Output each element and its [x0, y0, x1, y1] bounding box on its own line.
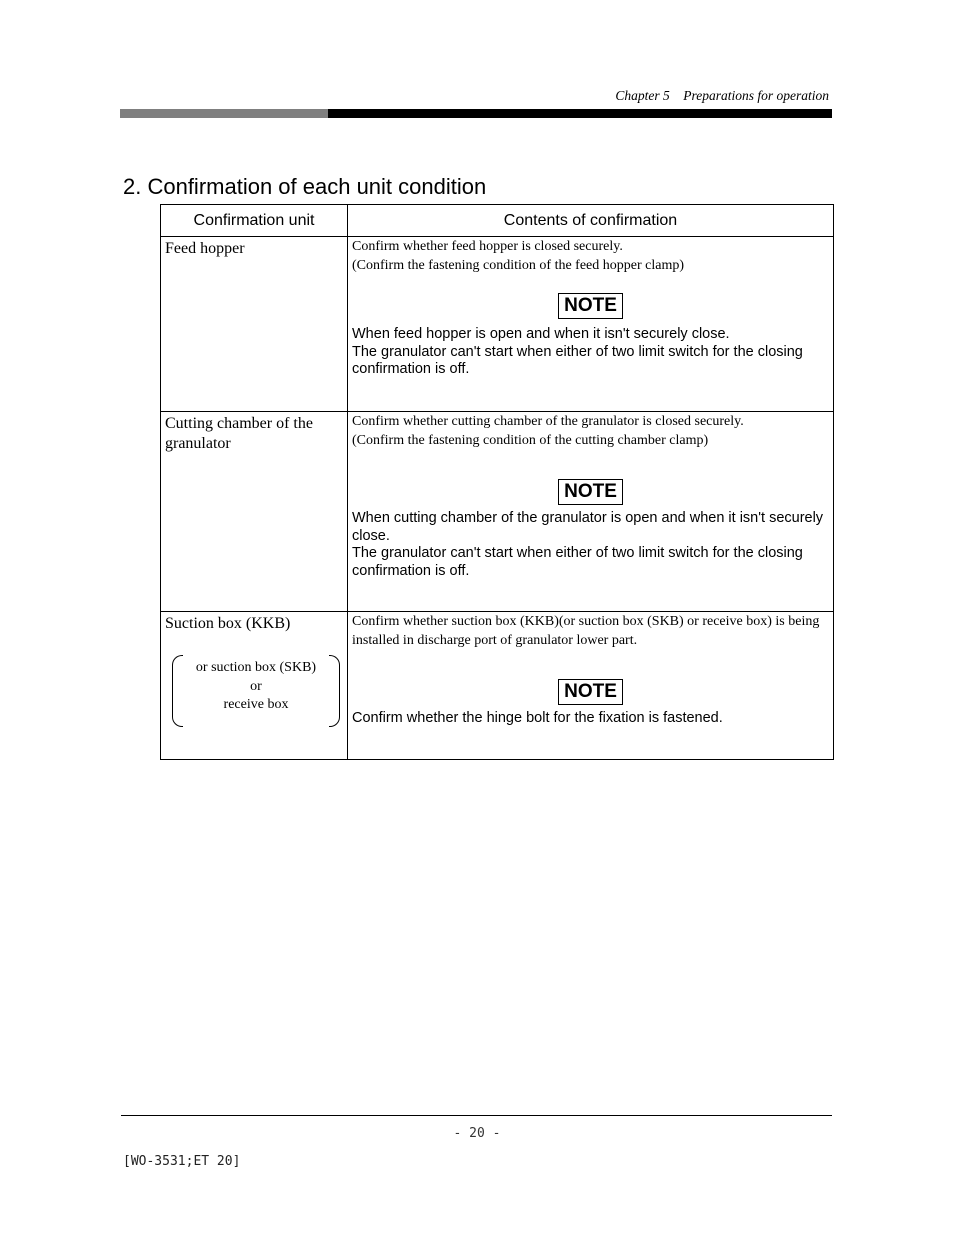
- table-header-row: [161, 205, 834, 237]
- note-line: The granulator can't start when either of two limit switch for the closing confirmation is off.: [352, 343, 803, 377]
- note-label: NOTE: [558, 679, 623, 705]
- note-label-wrap: [352, 293, 829, 319]
- content-cell: [348, 237, 834, 412]
- content-cell: [348, 412, 834, 612]
- confirmation-text: [352, 612, 829, 650]
- note-line: When feed hopper is open and when it isn't securely close.: [352, 326, 730, 342]
- table-row: [161, 412, 834, 612]
- note-label-wrap: [352, 679, 829, 705]
- column-header-contents: Contents of confirmation: [348, 205, 834, 237]
- confirmation-line: (Confirm the fastening condition of the cutting chamber clamp): [352, 432, 709, 448]
- unit-cell: Feed hopper: [161, 237, 348, 412]
- table-row: [161, 237, 834, 412]
- unit-alternatives-bracket: [172, 655, 340, 725]
- confirmation-line: Confirm whether feed hopper is closed securely.: [352, 239, 623, 254]
- note-line: The granulator can't start when either of two limit switch for the closing confirmation is off.: [352, 545, 803, 579]
- confirmation-text: [352, 237, 829, 275]
- alternative-line: or suction box (SKB): [195, 660, 317, 675]
- confirmation-table: [160, 204, 834, 760]
- note-text: [352, 710, 829, 728]
- confirmation-text: [352, 412, 829, 450]
- document-code: [WO-3531;ET 20]: [123, 1154, 241, 1169]
- unit-cell: [161, 612, 348, 760]
- confirmation-line: Confirm whether cutting chamber of the granulator is closed securely.: [352, 414, 744, 429]
- note-label-wrap: [352, 479, 829, 505]
- alternative-line: or: [250, 678, 262, 694]
- note-text: [352, 510, 829, 580]
- note-label: NOTE: [558, 293, 623, 319]
- column-header-unit: Confirmation unit: [161, 205, 348, 237]
- unit-alternatives: [172, 659, 340, 715]
- header-bar-gray: [120, 109, 328, 118]
- note-line: When cutting chamber of the granulator is open and when it isn't securely close.: [352, 510, 824, 544]
- section-title: 2. Confirmation of each unit condition: [123, 174, 487, 199]
- table-row: [161, 612, 834, 760]
- confirmation-line: Confirm whether suction box (KKB)(or suction box (SKB) or receive box) is being installed in discharge port of granulator lower part.: [352, 614, 820, 648]
- unit-label: Suction box (KKB): [165, 615, 291, 632]
- page-number: - 20 -: [453, 1126, 501, 1141]
- content-cell: [348, 612, 834, 760]
- header-bar-black: [328, 109, 832, 118]
- footer-rule: [121, 1115, 832, 1116]
- note-line: Confirm whether the hinge bolt for the fixation is fastened.: [352, 710, 723, 726]
- unit-cell: Cutting chamber of the granulator: [161, 412, 348, 612]
- confirmation-line: (Confirm the fastening condition of the feed hopper clamp): [352, 257, 685, 273]
- alternative-line: receive box: [223, 697, 289, 712]
- note-label: NOTE: [558, 479, 623, 505]
- note-text: [352, 326, 829, 379]
- chapter-header: Chapter 5 Preparations for operation: [615, 88, 829, 103]
